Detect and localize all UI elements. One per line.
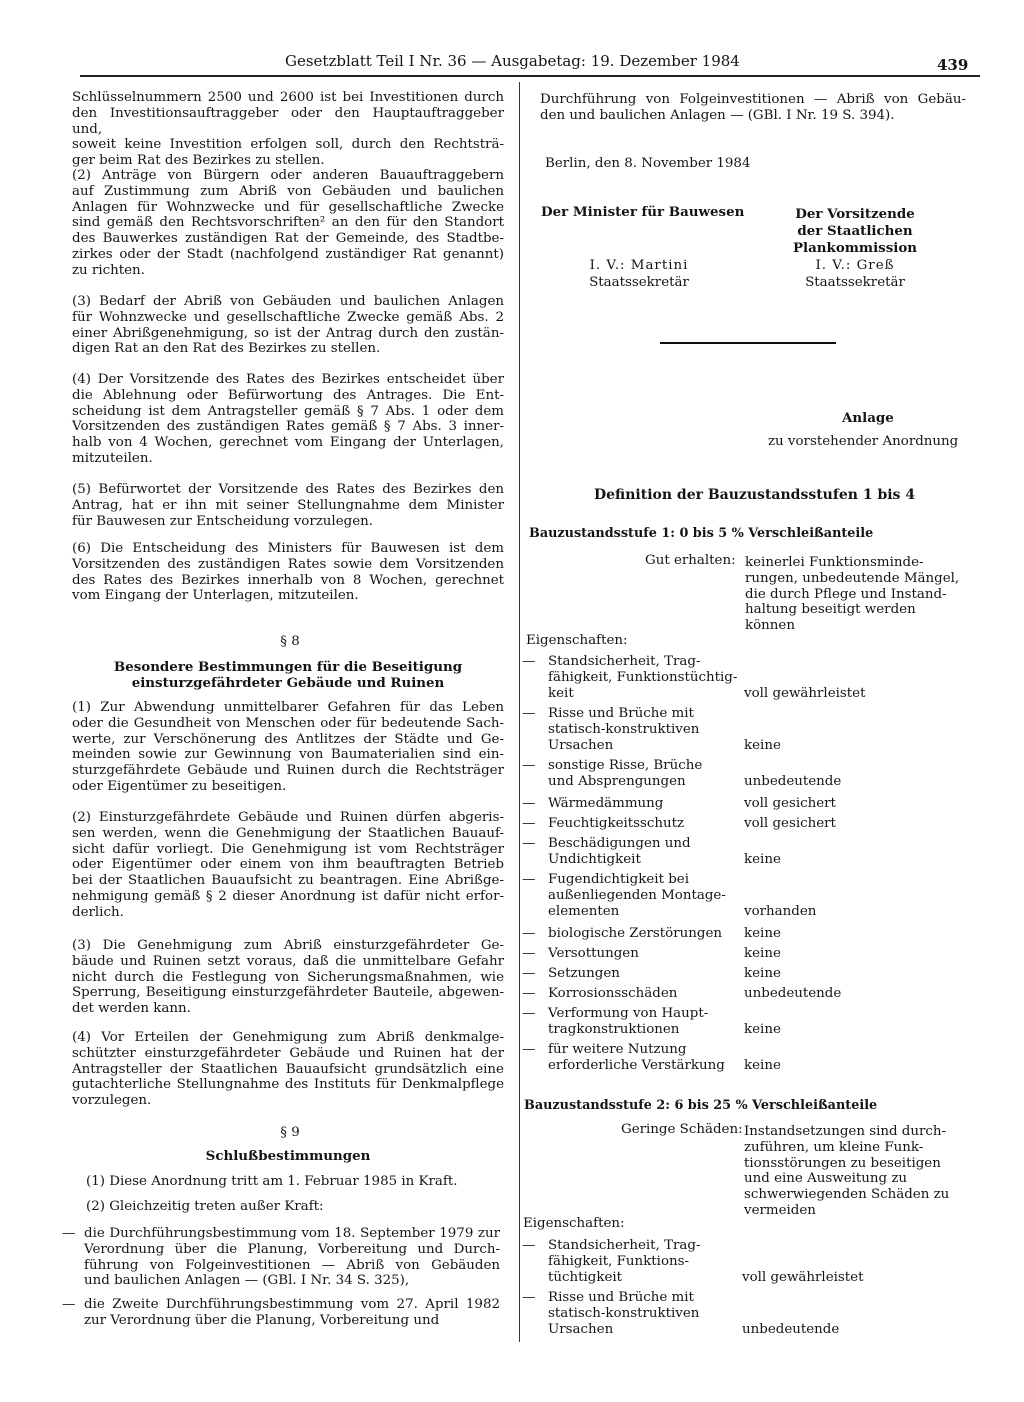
stufe-1-heading: Bauzustandsstufe 1: 0 bis 5 % Verschleißanteile: [529, 526, 874, 541]
text-line: einer Abrißgenehmigung, so ist der Antrag durch den zustän-: [72, 325, 504, 341]
text-line: vorzulegen.: [72, 1093, 152, 1109]
text-line: statisch-konstruktiven: [548, 1305, 700, 1321]
text-line: derlich.: [72, 904, 124, 920]
text-line: können: [745, 618, 795, 634]
text-line: keinerlei Funktionsminde-: [745, 555, 924, 570]
text-line: die Zweite Durchführungsbestimmung vom 27. April 1982: [84, 1297, 500, 1312]
text-line: bei der Staatlichen Bauaufsicht zu beantragen. Eine Abrißge-: [72, 873, 504, 889]
text-line: und eine Ausweitung zu: [744, 1171, 908, 1187]
text-line: oder Eigentümer oder einem von ihm beauftragten Betrieb: [72, 857, 504, 873]
eigenschaften-label: Eigenschaften:: [523, 1216, 625, 1231]
text-line: Standsicherheit, Trag-: [548, 1238, 701, 1253]
text-line: Fugendichtigkeit bei: [548, 872, 689, 887]
property-value: vorhanden: [744, 903, 817, 919]
property-value: keine: [744, 737, 781, 753]
list-dash: —: [522, 946, 536, 961]
section-9-title: Schlußbestimmungen: [205, 1148, 371, 1164]
signature-rule: [660, 342, 836, 344]
text-line: Schlüsselnummern 2500 und 2600 ist bei Investitionen durch: [72, 90, 504, 105]
text-line: oder Eigentümer zu beseitigen.: [72, 778, 287, 794]
text-line: zur Verordnung über die Planung, Vorbereitung und: [84, 1312, 440, 1328]
text-line: führung von Folgeinvestitionen — Abriß von Gebäuden: [84, 1257, 500, 1273]
text-line: schwerwiegenden Schäden zu: [744, 1187, 950, 1203]
text-line: (1) Zur Abwendung unmittelbarer Gefahren für das Leben: [72, 700, 504, 715]
property-value: keine: [744, 966, 781, 981]
text-line: vermeiden: [744, 1202, 816, 1218]
property-name: [548, 706, 699, 753]
text-line: statisch-konstruktiven: [548, 721, 700, 737]
text-line: tionsstörungen zu beseitigen: [744, 1155, 941, 1171]
text-line: Anlagen für Wohnzwecke und für gesellschaftliche Zwecke: [72, 199, 504, 215]
text-line: bäude und Ruinen setzt voraus, daß die unmittelbare Gefahr: [72, 953, 504, 969]
paragraph-6: [72, 541, 504, 604]
text-line: außenliegenden Montage-: [548, 887, 726, 903]
property-value: voll gesichert: [744, 796, 836, 811]
text-line: Korrosionsschäden: [548, 986, 678, 1001]
text-line: meinden sowie zur Gewinnung von Baumaterialien sind ein-: [72, 747, 504, 763]
property-value: unbedeutende: [742, 1321, 840, 1337]
property-name: [548, 1290, 699, 1337]
stufe-1-label: Gut erhalten:: [645, 553, 736, 568]
signature-left-title: Der Minister für Bauwesen: [541, 204, 745, 220]
stufe-1-description: [745, 555, 959, 634]
text-line: Vorsitzenden des zuständigen Rates gemäß § 7 Abs. 3 inner-: [72, 419, 504, 435]
text-line: sonstige Risse, Brüche: [548, 758, 703, 773]
text-line: zirkes oder der Stadt (nachfolgend zuständiger Rat genannt): [72, 246, 504, 262]
text-line: tragkonstruktionen: [548, 1021, 680, 1037]
paragraph-continuation: [72, 90, 504, 169]
property-name: [548, 872, 726, 919]
paragraph-4: [72, 372, 504, 467]
property-value: voll gewährleistet: [742, 1269, 864, 1285]
signature-left-role: Staatssekretär: [589, 275, 689, 290]
text-line: rungen, unbedeutende Mängel,: [745, 570, 960, 586]
stufe-2-heading: Bauzustandsstufe 2: 6 bis 25 % Verschleißanteile: [524, 1098, 878, 1113]
list-dash: —: [522, 966, 536, 981]
property-name: [548, 1006, 708, 1038]
text-line: werte, zur Verschönerung des Antlitzes der Städte und Ge-: [72, 731, 504, 747]
property-value: voll gesichert: [744, 816, 836, 831]
text-line: Setzungen: [548, 966, 620, 981]
list-dash: —: [62, 1226, 76, 1241]
text-line: (5) Befürwortet der Vorsitzende des Rates des Bezirkes den: [72, 482, 504, 497]
property-name: [548, 758, 702, 790]
text-line: Besondere Bestimmungen für die Beseitigung: [113, 659, 463, 675]
list-dash: —: [522, 1006, 536, 1021]
s8-paragraph-1: [72, 700, 504, 795]
property-name: [548, 926, 722, 942]
text-line: Wärmedämmung: [548, 796, 664, 811]
text-line: Risse und Brüche mit: [548, 706, 694, 721]
list-dash: —: [522, 1290, 536, 1305]
text-line: für Bauwesen zur Entscheidung vorzulegen.: [72, 513, 374, 529]
page-number: 439: [937, 56, 969, 74]
text-line: die durch Pflege und Instand-: [745, 586, 947, 602]
list-dash: —: [522, 872, 536, 887]
list-dash: —: [522, 706, 536, 721]
text-line: zuführen, um kleine Funk-: [744, 1139, 924, 1155]
text-line: (6) Die Entscheidung des Ministers für Bauwesen ist dem: [72, 541, 504, 556]
text-line: Plankommission: [792, 240, 918, 256]
text-line: halb von 4 Wochen, gerechnet vom Eingang der Unterlagen,: [72, 435, 504, 451]
property-name: [548, 966, 620, 982]
property-name: [548, 836, 691, 868]
text-line: Risse und Brüche mit: [548, 1290, 694, 1305]
text-line: Ursachen: [548, 737, 614, 753]
text-line: Der Vorsitzende: [795, 206, 915, 222]
list-dash: —: [522, 836, 536, 851]
text-line: den und baulichen Anlagen — (GBl. I Nr. 19 S. 394).: [540, 107, 895, 123]
text-line: und Absprengungen: [548, 773, 686, 789]
text-line: biologische Zerstörungen: [548, 926, 723, 941]
list-dash: —: [522, 758, 536, 773]
list-dash: —: [522, 1042, 536, 1057]
anlage-subtitle: zu vorstehender Anordnung: [768, 434, 959, 449]
property-name: [548, 654, 737, 701]
text-line: gutachterliche Stellungnahme des Instituts für Denkmalpflege: [72, 1077, 504, 1093]
list-dash: —: [522, 816, 536, 831]
text-line: elementen: [548, 903, 620, 919]
s8-paragraph-2: [72, 810, 504, 921]
text-line: (2) Anträge von Bürgern oder anderen Bauauftraggebern: [72, 168, 504, 183]
text-line: digen Rat an den Rat des Bezirkes zu stellen.: [72, 341, 381, 357]
signature-left-name: I. V.: Martini: [589, 258, 689, 273]
text-line: scheidung ist dem Antragsteller gemäß § 7 Abs. 1 oder dem: [72, 403, 504, 419]
text-line: den Investitionsauftraggeber oder den Hauptauftraggeber und,: [72, 105, 504, 137]
running-header: Gesetzblatt Teil I Nr. 36 — Ausgabetag: 19. Dezember 1984: [285, 52, 740, 70]
s8-paragraph-4: [72, 1030, 504, 1109]
column-divider: [519, 82, 520, 1342]
text-line: sen werden, wenn die Genehmigung der Staatlichen Bauauf-: [72, 825, 504, 841]
anlage-title: Anlage: [842, 410, 894, 426]
paragraph-3: [72, 294, 504, 357]
text-line: Sperrung, Beseitigung einsturzgefährdeter Bauteile, abgewen-: [72, 985, 504, 1001]
eigenschaften-label: Eigenschaften:: [526, 633, 628, 648]
text-line: Verordnung über die Planung, Vorbereitung und Durch-: [84, 1241, 500, 1257]
list-dash: —: [522, 796, 536, 811]
text-line: Instandsetzungen sind durch-: [744, 1124, 947, 1139]
text-line: keit: [548, 685, 574, 701]
property-value: keine: [744, 946, 781, 961]
property-value: unbedeutende: [744, 986, 842, 1001]
text-line: (3) Bedarf der Abriß von Gebäuden und baulichen Anlagen: [72, 294, 504, 309]
s9-paragraph-1: (1) Diese Anordnung tritt am 1. Februar 1985 in Kraft.: [86, 1174, 458, 1189]
section-9-number: § 9: [280, 1125, 300, 1140]
property-name: [548, 1238, 700, 1285]
property-value: keine: [744, 1021, 781, 1037]
s8-paragraph-3: [72, 938, 504, 1017]
section-8-title: [72, 660, 504, 692]
text-line: Beschädigungen und: [548, 836, 691, 851]
text-line: Standsicherheit, Trag-: [548, 654, 701, 669]
stufe-2-description: [744, 1124, 949, 1219]
text-line: Vorsitzenden des zuständigen Rates sowie dem Vorsitzenden: [72, 556, 504, 572]
signature-right-name: I. V.: Greß: [815, 258, 895, 273]
text-line: Versottungen: [548, 946, 639, 961]
text-line: die Ablehnung oder Befürwortung des Antrages. Die Ent-: [72, 387, 504, 403]
property-value: unbedeutende: [744, 773, 842, 789]
text-line: Undichtigkeit: [548, 851, 641, 867]
text-line: für weitere Nutzung: [548, 1042, 687, 1057]
text-line: sturzgefährdete Gebäude und Ruinen durch die Rechtsträger: [72, 763, 504, 779]
property-value: voll gewährleistet: [744, 685, 866, 701]
list-dash: —: [522, 1238, 536, 1253]
text-line: haltung beseitigt werden: [745, 602, 916, 618]
text-line: nehmigung gemäß § 2 dieser Anordnung ist dafür nicht erfor-: [72, 888, 504, 904]
text-line: auf Zustimmung zum Abriß von Gebäuden und baulichen: [72, 183, 504, 199]
property-name: [548, 816, 684, 832]
text-line: erforderliche Verstärkung: [548, 1057, 725, 1073]
paragraph-2: [72, 168, 504, 279]
paragraph-5: [72, 482, 504, 529]
text-line: fähigkeit, Funktions-: [548, 1253, 690, 1269]
s9-paragraph-2: (2) Gleichzeitig treten außer Kraft:: [86, 1199, 324, 1214]
text-line: (2) Einsturzgefährdete Gebäude und Ruinen dürfen abgeris-: [72, 810, 504, 825]
property-value: keine: [744, 851, 781, 867]
header-rule: [80, 75, 980, 77]
text-line: Antragsteller der Staatlichen Bauaufsicht grundsätzlich eine: [72, 1061, 504, 1077]
text-line: der Staatlichen: [797, 223, 913, 239]
text-line: det werden kann.: [72, 1001, 191, 1017]
s9-item-1: [84, 1226, 500, 1289]
place-date: Berlin, den 8. November 1984: [545, 156, 751, 171]
property-value: keine: [744, 926, 781, 941]
text-line: nicht durch die Festlegung von Sicherungsmaßnahmen, wie: [72, 969, 504, 985]
text-line: ger beim Rat des Bezirkes zu stellen.: [72, 153, 325, 169]
text-line: Durchführung von Folgeinvestitionen — Abriß von Gebäu-: [540, 92, 966, 107]
s9-item-2: [84, 1297, 500, 1329]
text-line: Feuchtigkeitsschutz: [548, 816, 685, 831]
text-line: Verformung von Haupt-: [548, 1006, 709, 1021]
text-line: zu richten.: [72, 262, 145, 278]
text-line: soweit keine Investition erfolgen soll, durch den Rechtsträ-: [72, 137, 504, 153]
section-8-number: § 8: [280, 634, 300, 649]
property-name: [548, 796, 663, 812]
text-line: (3) Die Genehmigung zum Abriß einsturzgefährdeter Ge-: [72, 938, 504, 953]
text-line: (4) Vor Erteilen der Genehmigung zum Abriß denkmalge-: [72, 1030, 504, 1045]
signature-right-role: Staatssekretär: [805, 275, 905, 290]
property-name: [548, 986, 677, 1002]
property-name: [548, 1042, 725, 1074]
text-line: für Wohnzwecke und gesellschaftliche Zwecke gemäß Abs. 2: [72, 309, 504, 325]
text-line: mitzuteilen.: [72, 450, 153, 466]
signature-right-title: [780, 206, 930, 257]
text-line: vom Eingang der Unterlagen, mitzuteilen.: [72, 588, 359, 604]
definitions-title: Definition der Bauzustandsstufen 1 bis 4: [594, 487, 916, 503]
text-line: Ursachen: [548, 1321, 614, 1337]
text-line: schützter einsturzgefährdeter Gebäude und Ruinen hat der: [72, 1045, 504, 1061]
text-line: (4) Der Vorsitzende des Rates des Bezirkes entscheidet über: [72, 372, 504, 387]
list-dash: —: [62, 1297, 76, 1312]
list-dash: —: [522, 986, 536, 1001]
text-line: und baulichen Anlagen — (GBl. I Nr. 34 S. 325),: [84, 1273, 410, 1289]
text-line: fähigkeit, Funktionstüchtig-: [548, 669, 738, 685]
text-line: des Rates des Bezirkes innerhalb von 8 Wochen, gerechnet: [72, 572, 504, 588]
property-name: [548, 946, 639, 962]
text-line: Antrag, hat er ihn mit seiner Stellungnahme dem Minister: [72, 497, 504, 513]
list-dash: —: [522, 654, 536, 669]
text-line: die Durchführungsbestimmung vom 18. September 1979 zur: [84, 1226, 500, 1241]
text-line: tüchtigkeit: [548, 1269, 623, 1285]
list-dash: —: [522, 926, 536, 941]
text-line: sind gemäß den Rechtsvorschriften² an den für den Standort: [72, 215, 504, 231]
right-continuation: [540, 92, 966, 124]
text-line: des Bauwerkes zuständigen Rat der Gemeinde, des Stadtbe-: [72, 231, 504, 247]
text-line: sicht dafür vorliegt. Die Genehmigung ist vom Rechtsträger: [72, 841, 504, 857]
text-line: oder die Gesundheit von Menschen oder für bedeutende Sach-: [72, 715, 504, 731]
property-value: keine: [744, 1057, 781, 1073]
stufe-2-label: Geringe Schäden:: [621, 1122, 743, 1137]
text-line: einsturzgefährdeter Gebäude und Ruinen: [131, 674, 445, 691]
